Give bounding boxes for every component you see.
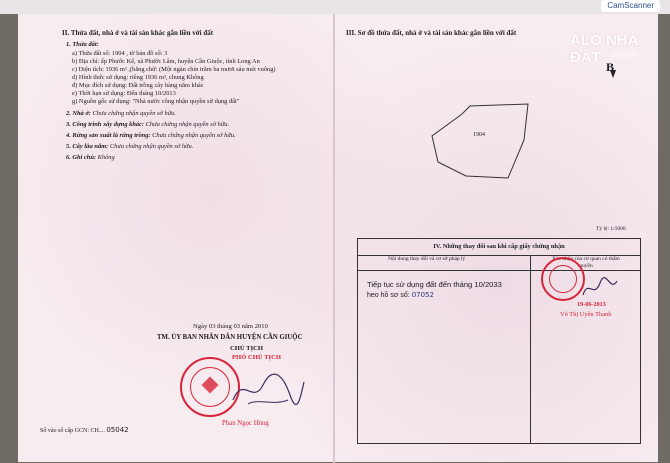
note-value: Không: [97, 154, 115, 161]
confirm-signer: Võ Thị Uyên Thanh: [560, 311, 612, 318]
camscanner-badge: CamScanner: [601, 0, 660, 12]
construction-value: Chưa chứng nhận quyền sở hữu.: [145, 121, 230, 128]
issue-date: Ngày 03 tháng 03 năm 2010: [193, 323, 268, 330]
changes-header-divider: [358, 270, 640, 271]
land-line-d: d) Hình thức sử dụng: riêng 1936 m², chung Không: [72, 74, 204, 81]
signer-name: Phan Ngọc Hùng: [222, 420, 269, 427]
land-line-g: g) Nguồn gốc sử dụng: "Nhà nước công nhận quyền sử dụng đất": [72, 98, 240, 105]
change-dossier-label: heo hồ sơ số:: [367, 292, 410, 299]
section-2-title: II. Thửa đất, nhà ở và tài sản khác gắn liền với đất: [62, 29, 214, 37]
registry-number: 05042: [106, 426, 129, 434]
construction-row: [66, 121, 229, 128]
chairman-title: CHỦ TỊCH: [230, 345, 264, 352]
watermark-brand: ALO NHÀ ĐẤT: [570, 32, 639, 66]
parcel-diagram: [420, 92, 540, 202]
changes-table-title: IV. Những thay đổi sau khi cấp giấy chứng nhận: [358, 239, 640, 256]
forest-value: Chưa chứng nhận quyền sở hữu.: [152, 132, 236, 139]
construction-label: 3. Công trình xây dựng khác:: [66, 121, 145, 128]
vice-chairman-title: PHÓ CHỦ TỊCH: [232, 354, 281, 361]
perennial-row: [66, 143, 193, 150]
column-authority-header: Xác nhận của cơ quan có thẩm quyền: [552, 256, 620, 269]
column-content-header: Nội dung thay đổi và cơ sở pháp lý: [388, 256, 466, 262]
land-heading: 1. Thửa đất:: [66, 41, 99, 48]
house-value: Chưa chứng nhận quyền sở hữu.: [92, 110, 176, 117]
forest-row: [66, 132, 236, 139]
chairman-signature: [228, 370, 308, 410]
confirm-signature: [580, 275, 620, 301]
change-entry-line-1: Tiếp tục sử dụng đất đến tháng 10/2033: [367, 280, 502, 289]
page-fold: [333, 14, 335, 463]
change-dossier-number: 07052: [411, 291, 434, 299]
forest-label: 4. Rừng sản xuất là rừng trồng:: [66, 132, 151, 139]
map-scale: Tỷ lệ: 1/1000: [596, 226, 626, 232]
confirm-date: 19-06-2013: [577, 301, 606, 308]
land-line-dd: đ) Mục đích sử dụng: Đất trồng cây hàng năm khác: [72, 82, 204, 89]
registration-seal: [541, 257, 585, 301]
land-line-a: a) Thửa đất số: 1904 , tờ bản đồ số: 3: [72, 50, 168, 57]
land-line-b: b) Địa chỉ: ấp Phước Kế, xã Phước Lâm, huyện Cần Giuộc, tỉnh Long An: [72, 58, 260, 65]
registration-seal-inner: [549, 265, 577, 293]
house-label: 2. Nhà ở:: [66, 110, 91, 117]
registry-label: Số vào sổ cấp GCN: CH....: [40, 428, 105, 434]
changes-table: [357, 238, 641, 444]
note-label: 6. Ghi chú:: [66, 154, 97, 161]
watermark-domain: .com.vn: [610, 50, 639, 59]
registry-number-row: [40, 426, 129, 434]
land-line-e: e) Thời hạn sử dụng: Đến tháng 10/2013: [72, 90, 176, 97]
north-arrow-label: B: [606, 60, 615, 74]
house-row: [66, 110, 176, 117]
land-line-c: c) Diện tích: 1936 m² ,(bằng chữ: (Một ngàn chín trăm ba mươi sáu mét vuông): [72, 66, 276, 73]
changes-column-divider: [530, 255, 531, 443]
perennial-value: Chưa chứng nhận quyền sở hữu.: [109, 143, 194, 150]
section-3-title: III. Sơ đồ thửa đất, nhà ở và tài sản khác gắn liền với đất: [346, 29, 517, 37]
scanner-top-bar: [0, 0, 670, 14]
issuing-authority: TM. ỦY BAN NHÂN DÂN HUYỆN CẦN GIUỘC: [157, 334, 303, 341]
note-row: [66, 154, 115, 161]
north-arrow-icon: [610, 70, 616, 78]
parcel-number: 1904: [473, 132, 485, 138]
perennial-label: 5. Cây lâu năm:: [66, 143, 109, 150]
change-entry-line-2: [367, 291, 434, 299]
